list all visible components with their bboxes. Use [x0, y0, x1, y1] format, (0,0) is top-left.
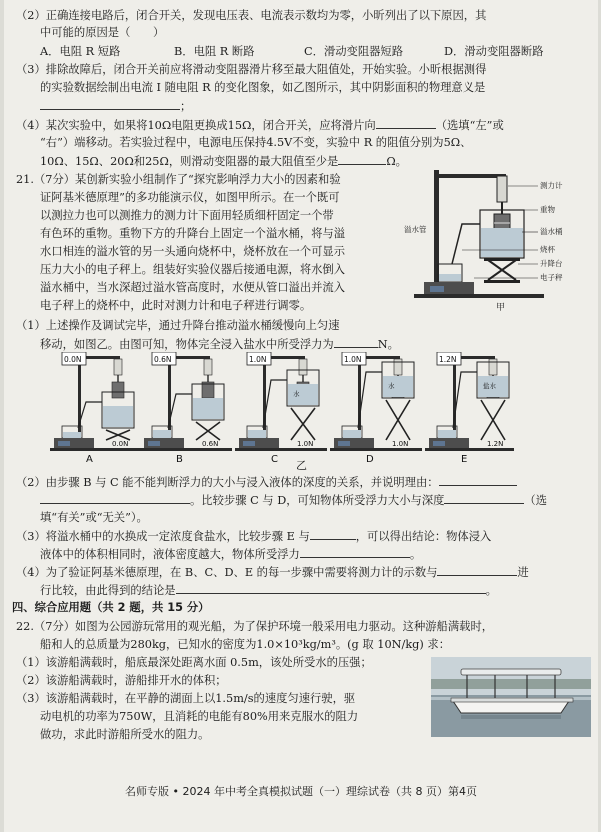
q21-intro-line1: 21.（7分）某创新实验小组制作了“探究影响浮力大小的因素和验 — [16, 173, 341, 186]
q22-sub1: （1）该游船满载时，船底最深处距离水面 0.5m，该处所受水的压强； — [16, 656, 372, 669]
label-scale: 电子秤 — [540, 273, 563, 282]
station-d-pipe — [358, 372, 382, 428]
station-d-meter-reading: 1.0N — [344, 355, 362, 364]
label-bucket: 溢水桶 — [540, 227, 563, 236]
figure-jia — [404, 168, 594, 318]
station-c-pipe — [263, 380, 287, 428]
station-e-scale-screen — [433, 441, 445, 446]
station-c-meter-body — [299, 359, 307, 375]
station-e-meter-reading: 1.2N — [439, 355, 457, 364]
station-d-beaker-water — [343, 430, 361, 438]
q21-part1-line2: 移动，如图乙。由图可知，物体完全浸入盐水中所受浮力为 N。 — [40, 338, 399, 351]
q21-part1-line1: （1）上述操作及调试完毕，通过升降台推动溢水桶缓慢向上匀速 — [16, 319, 340, 332]
station-a-scale-screen — [58, 441, 70, 446]
label-force-meter: 测力计 — [540, 181, 563, 190]
boat-photo — [431, 657, 591, 737]
figure-jia-caption: 甲 — [496, 303, 506, 313]
boat-hull — [453, 701, 569, 713]
station-d-base — [330, 448, 422, 451]
q20-part4-line2: “右”）端移动。若实验过程中，电源电压保持4.5V不变，实验中 R 的阻值分别为5Ω、 — [40, 136, 472, 149]
q20-option-d: D．滑动变阻器断路 — [444, 45, 544, 58]
station-d-letter: D — [366, 454, 374, 464]
station-c-scale-reading: 1.0N — [297, 440, 314, 448]
q20-part3-line1: （3）排除故障后，闭合开关前应将滑动变阻器滑片移至最大阻值处，开始实验。小昕根据测得 — [16, 63, 487, 76]
q21-part2-line2: 。比较步骤 C 与 D，可知物体所受浮力大小与深度 （选 — [40, 492, 547, 508]
q21-part3-line1: （3）将溢水桶中的水换成一定浓度食盐水，比较步骤 E 与 ，可以得出结论：物体浸入 — [16, 530, 492, 543]
station-d-scale-reading: 1.0N — [392, 440, 409, 448]
station-b-pipe — [168, 394, 192, 428]
q20-part4-line1: （4）某次实验中，如果将10Ω电阻更换成15Ω，闭合开关，应将滑片向 （选填“左”或 — [16, 119, 504, 132]
q21-part3-line2: 液体中的体积相同时，液体密度越大，物体所受浮力 。 — [40, 548, 422, 561]
label-overflow-pipe: 溢水管 — [404, 225, 427, 234]
station-b-base — [140, 448, 232, 451]
station-b-scale-screen — [148, 441, 160, 446]
station-a-weight — [112, 382, 124, 398]
q21-intro-line3: 以测拉力也可以测推力的测力计下面用轻质细杆固定一个带 — [40, 209, 334, 222]
station-e-liquid-label: 盐水 — [483, 382, 496, 390]
station-b-meter-reading: 0.6N — [154, 355, 172, 364]
boat-roof — [461, 669, 561, 675]
q22-line2: 船和人的总质量为280kg，已知水的密度为1.0×10³kg/m³。(g 取 10N/kg) 求： — [40, 638, 450, 651]
q21-part4-line2: 行比较，由此得到的结论是 。 — [40, 584, 497, 597]
force-meter — [497, 176, 507, 202]
station-a-meter-reading: 0.0N — [64, 355, 82, 364]
station-b-bucket-water — [193, 398, 223, 419]
overflow-pipe — [452, 224, 480, 264]
figure-yi — [44, 352, 514, 464]
station-d-scale-screen — [338, 441, 350, 446]
station-d-liquid-label: 水 — [388, 382, 395, 390]
station-a-scale-reading: 0.0N — [112, 440, 129, 448]
exam-page — [4, 0, 598, 832]
station-e-lift — [481, 400, 505, 440]
station-d-meter-body — [394, 359, 402, 375]
station-c-scale-screen — [243, 441, 255, 446]
station-b-lift — [196, 422, 220, 440]
bucket-water — [481, 228, 523, 257]
label-lift: 升降台 — [540, 259, 563, 268]
station-c-meter-reading: 1.0N — [249, 355, 267, 364]
station-b-scale-reading: 0.6N — [202, 440, 219, 448]
station-a-meter-body — [114, 359, 122, 375]
q22-line1: 22.（7分）如图为公园游玩常用的观光船，为了保护环境一般采用电力驱动。这种游船满载时， — [16, 620, 494, 633]
lift-platform — [488, 260, 516, 280]
q22-sub3-line3: 做功，求此时游船所受水的阻力。 — [40, 728, 210, 741]
station-a-beaker-water — [63, 432, 81, 438]
station-b-beaker-water — [153, 430, 171, 438]
section-4-title: 四、综合应用题（共 2 题，共 15 分） — [12, 601, 210, 614]
q22-sub2: （2）该游船满载时，游船排开水的体积； — [16, 674, 227, 687]
q20-option-c: C．滑动变阻器短路 — [304, 45, 404, 58]
station-e-beaker-water — [438, 430, 456, 438]
page-footer: 名师专版 • 2024 年中考全真模拟试题（一）理综试卷（共 8 页）第4页 — [125, 785, 477, 798]
label-beaker: 烧杯 — [540, 245, 555, 254]
station-c-lift — [291, 408, 315, 440]
station-a-letter: A — [86, 454, 93, 464]
q21-intro-line7: 溢水桶中，当水深超过溢水管高度时，水便从管口溢出并流入 — [40, 281, 346, 294]
station-b-meter-body — [204, 359, 212, 375]
station-a-pipe — [78, 402, 102, 428]
q20-part3-line3: ； — [40, 98, 191, 114]
q20-part4-line3: 10Ω、15Ω、20Ω和25Ω，则滑动变阻器的最大阻值至少是 Ω。 — [40, 155, 407, 168]
station-c-liquid-label: 水 — [293, 390, 300, 398]
station-c-letter: C — [271, 454, 278, 464]
station-a-bucket-water — [103, 406, 133, 427]
station-d-lift — [386, 400, 410, 440]
q22-sub3-line1: （3）该游船满载时，在平静的湖面上以1.5m/s的速度匀速行驶，驱 — [16, 692, 356, 705]
station-e-base — [425, 448, 514, 451]
q20-part3-line2: 的实验数据绘制出电流 I 随电阻 R 的变化图象，如乙图所示，其中阴影面积的物理意义是 — [40, 81, 486, 94]
q20-part2-line1: （2）正确连接电路后，闭合开关，发现电压表、电流表示数均为零，小昕列出了以下原因，其 — [16, 9, 487, 22]
station-c-beaker-water — [248, 430, 266, 438]
label-weight: 重物 — [540, 205, 555, 214]
q21-intro-line4: 有色环的重物。重物下方的升降台上固定一个溢水桶，将与溢 — [40, 227, 346, 240]
station-a-base — [50, 448, 142, 451]
q21-intro-line5: 水口相连的溢水管的另一头通向烧杯中，烧杯放在一个可显示 — [40, 245, 346, 258]
station-c-base — [235, 448, 327, 451]
figure-yi-caption: 乙 — [296, 459, 307, 472]
q22-sub3-line2: 动电机的功率为750W，且消耗的电能有80%用来克服水的阻力 — [40, 710, 359, 723]
station-e-scale-reading: 1.2N — [487, 440, 504, 448]
q20-option-a: A．电阻 R 短路 — [40, 45, 121, 58]
station-e-pipe — [453, 372, 477, 428]
q20-option-b: B．电阻 R 断路 — [174, 45, 255, 58]
q21-intro-line8: 电子秤上的烧杯中，此时对测力计和电子秤进行调零。 — [40, 299, 312, 312]
station-e-meter-body — [489, 359, 497, 375]
station-a-lift — [106, 430, 130, 440]
q21-intro-line2: 证阿基米德原理”的多功能演示仪，如图甲所示。在一个既可 — [40, 191, 340, 204]
stand-arm — [434, 174, 506, 178]
q20-part2-line2: 中可能的原因是（ ） — [40, 26, 165, 39]
q21-part2-line1: （2）由步骤 B 与 C 能不能判断浮力的大小与浸入液体的深度的关系，并说明理由： — [16, 474, 517, 490]
q21-part4-line1: （4）为了验证阿基米德原理，在 B、C、D、E 的每一步骤中需要将测力计的示数与 进 — [16, 566, 529, 579]
station-e-letter: E — [461, 454, 468, 464]
q21-part2-line3: 填“有关”或“无关”）。 — [40, 511, 148, 524]
q21-intro-line6: 压力大小的电子秤上。组装好实验仪器后接通电源，将水倒入 — [40, 263, 346, 276]
station-b-letter: B — [176, 454, 183, 464]
